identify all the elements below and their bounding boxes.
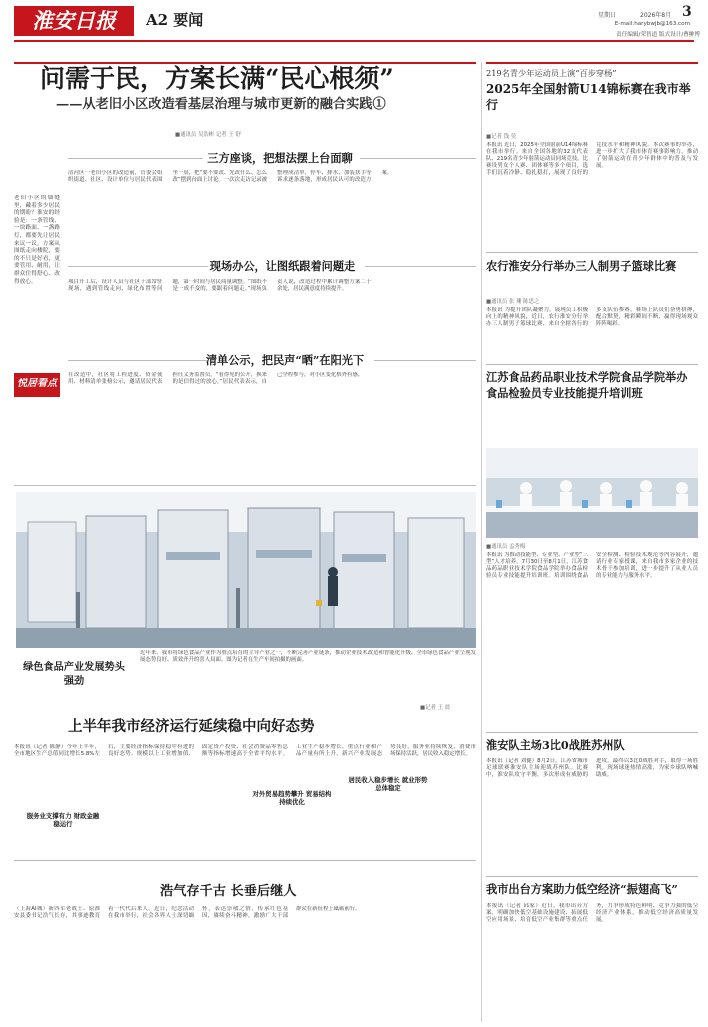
section2-body [68,279,476,349]
right-a3-body [486,552,698,682]
logo: 淮安日报 [32,8,116,33]
right-a5-paragraph: 本报讯（记者 邱家）近日，我市出台方案，明确加快低空基础设施建设、拓展低空应用场景、培育低空产业集群等重点任务，力争形成特色鲜明、竞争力强的低空经济产业体系，推动低空经济高质量发展。 [486,903,698,924]
lead-subtitle: ——从老旧小区改造看基层治理与城市更新的融合实践① [56,97,386,112]
sidebar-text [14,195,60,365]
section3-body [68,372,476,420]
right-a1-rule [486,62,698,64]
section1-rule-right [360,158,476,159]
date-weekday: 星期日 [598,12,617,19]
right-a2-rule [486,252,698,253]
right-a4-rule [486,732,698,733]
right-a1-body [486,142,698,240]
section1-heading: 三方座谈，把想法摆上台面聊 [207,151,353,165]
page-tag: A2 要闻 [146,11,204,29]
photo-label [22,660,126,688]
editors: 责任编辑/荣智道 版式设计/曹翀博 [616,32,700,38]
page-number: 3 [682,4,692,20]
sci-body [14,906,476,1021]
photo-byline: ■记者 王 晨 [420,705,451,711]
right-a2-paragraph: 本报讯 为提升团队凝聚力，展现员工积极向上的精神风貌，近日，农行淮安分行举办三人制男子篮球比赛，来自全辖各行的多支队伍参赛，赛场上队员们奋勇拼搏，配合默契，精彩瞬间不断，赢得现场观众阵阵喝彩。 [486,307,698,328]
right-a4-body [486,758,698,832]
lead-sidebar [14,195,60,415]
right-a4-title: 淮安队主场3比0战胜苏州队 [486,738,625,752]
right-a1-paragraph: 本报讯 近日，2025年全国射箭U14锦标赛在我市举行。来自全国各地的32支代表队、219名青少年射箭运动员同场竞技。比赛设男女个人赛、团体赛等多个项目，选手们沉着冷静、稳扎稳打，展现了良好的竞技水平和精神风貌。本次赛事的举办，进一步扩大了我市体育赛事影响力，推动了射箭运动在青少年群体中的普及与发展。 [486,142,698,177]
right-a1-kicker: 219名青少年运动员上演“百步穿杨” [486,68,617,78]
section2-heading: 现场办公，让图纸跟着问题走 [209,259,356,273]
right-a5-rule [486,876,698,877]
section1-body [68,170,476,248]
right-a2-body [486,307,698,361]
economy-sub1: 服务业支撑有力 财政金融稳运行 [24,812,102,828]
economy-body [14,744,476,854]
badge-text: 悦居看点 [17,378,57,389]
economy-title: 上半年我市经济运行延续稳中向好态势 [68,718,315,735]
right-a5-body [486,903,698,1021]
lead-bottom-rule [14,485,476,486]
economy-sub3: 居民收入稳步增长 就业形势总体稳定 [346,776,430,792]
section1-rule-left [68,158,203,159]
right-a2-byline: ■通讯员 张 珊 陈思之 [486,299,540,305]
lab-photo-image [486,448,698,538]
section3-heading: 清单公示，把民声“晒”在阳光下 [205,353,365,367]
lead-title: 问需于民，方案长满“民心根须” [40,64,394,93]
section3-rule-left [68,360,208,361]
lab-photo [486,448,698,538]
sidebar-badge [14,373,60,397]
right-a3-rule [486,364,698,365]
right-a1-byline: ■记者 钱 堃 [486,134,517,140]
factory-photo [16,492,476,648]
sci-title: 浩气存千古 长垂后继人 [160,884,297,899]
section2-rule-right [365,266,476,267]
right-a3-paragraph: 本报讯 为推动技能型、专业型、产业型“三型”人才培养，7月30日至8月1日，江苏食品药品职业技术学院食品学院举办食品检验员专业技能提升培训班。培训围绕食品安全检测、检验技术规范等内容展开，邀请行业专家授课，来自我市多家企业的技术骨干参加培训，进一步提升了从业人员的专业能力与服务水平。 [486,552,698,580]
right-a2-title: 农行淮安分行举办三人制男子篮球比赛 [486,259,677,273]
section2-paragraph: 项目开工后，设计人员与社区干部常驻现场，遇到管线走向、绿化布置等问题，第一时间与居民商量调整。“图纸不是一成不变的，要跟着问题走。”现场负责人说，改造过程中累计调整方案二十余处，居民满意度持续提升。 [68,279,372,293]
section3-paragraph: 在改造中，社区将工程进度、资金使用、材料清单张榜公示，邀请居民代表担任义务监督员。“看得见的公开，换来的是信得过的放心。”居民代表表示，自己全程参与，对小区变化格外有感。 [68,372,364,386]
right-a3-title: 江苏食品药品职业技术学院食品学院举办食品检验员专业技能提升培训班 [486,370,688,400]
photo-caption [140,650,476,702]
right-a1-title: 2025年全国射箭U14锦标赛在我市举行 [486,82,691,112]
factory-photo-image [16,492,476,648]
bottom-divider [14,860,476,861]
lead-byline: ■通讯员 吴浩彬 记者 王 舒 [175,132,241,138]
logo-block [14,6,134,36]
section3-rule-right [374,360,476,361]
right-a5-title: 我市出台方案助力低空经济“振翅高飞” [486,882,678,896]
sci-paragraph: （上海AI城）新四军老战士、原淮安县委书记浩气长存，其事迹教育着一代代后来人。近日，纪念活动在我市举行，社会各界人士深切缅怀，表达崇敬之情，传承红色基因，赓续奋斗精神，激励广大干部群众在新征程上砥砺前行。 [14,906,361,920]
sidebar-paragraph: 老旧小区的墙缝里，藏着多少居民的期盼？淮安的经验是：一条管线、一块路面、一盏路灯，都要先让居民来议一议。方案从图纸走向楼院，要的不只是好看，更要管用、耐用，让群众住得舒心、改得放心。 [14,195,60,285]
economy-sub2: 对外贸易趋势攀升 贸易结构持续优化 [252,790,332,807]
right-a3-byline: ■通讯员 孟秀梅 [486,544,526,550]
economy-paragraph: 本报讯（记者 陈静）今年上半年，全市地区生产总值同比增长5.8%左右，主要经济指标保持稳中有进的良好态势。规模以上工业增加值、固定资产投资、社会消费品零售总额等指标增速高于全省平均水平。工业生产稳步增长，重点行业和产品产量有所上升，新兴产业发展态势良好，服务业持续恢复，消费市场保持活跃，居民收入稳定增长。 [14,744,476,758]
column-divider [481,62,482,1022]
right-a4-paragraph: 本报讯（记者 刘健）8月2日，江苏省城市足球联赛淮安队主场迎战苏州队。比赛中，淮安队攻守平衡，多次形成有威胁的进攻，最终以3比0战胜对手，取得一场胜利。现场球迷热情高涨，为家乡球队呐喊助威。 [486,758,698,779]
masthead-rule [14,40,694,42]
photo-caption-text: 近年来，我市将绿色食品产业作为重点培育的主导产业之一，不断完善产业链条，推动企业技术改造和智能化升级，全市绿色食品产业呈现发展态势良好、质效齐升的喜人局面。图为记者在生产车间拍摄的画面。 [140,650,476,664]
section2-rule-left [68,266,208,267]
section1-paragraph: 清河区一老旧小区的改造前，管委会组织街道、社区、设计单位与居民代表围坐一桌，把“要不要改、先改什么、怎么改”摆到台面上讨论。一次次走访记录被整理成清单，停车、排水、加装扶手等诉求逐条落地，形成居民认可的改造方案。 [68,170,393,184]
photo-label-text: 绿色食品产业发展势头强劲 [23,661,125,687]
email: E-mail:harybwjb@163.com [614,21,690,27]
date: 2026年8月 [640,12,672,19]
